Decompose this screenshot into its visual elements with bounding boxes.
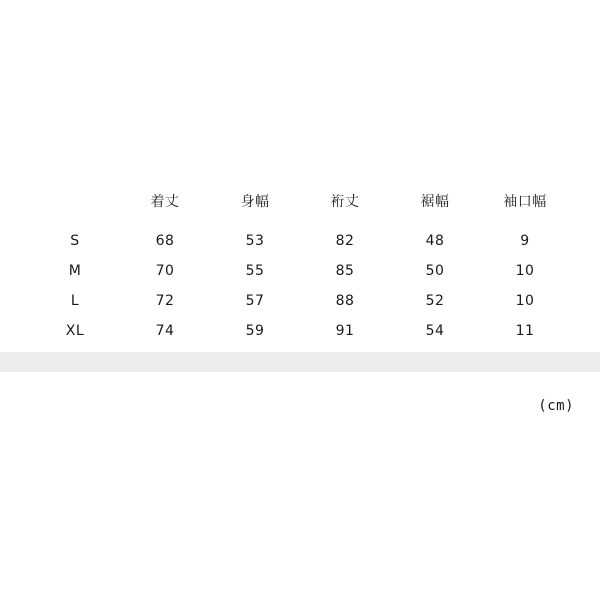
column-header-sleeve-length: 裄丈 — [330, 194, 360, 210]
cell-sleeve-length: 82 — [335, 233, 355, 249]
table-row — [30, 316, 570, 346]
size-chart-table — [30, 186, 570, 346]
cell-chest-width: 57 — [245, 293, 265, 309]
cell-hem-width: 54 — [425, 323, 445, 339]
table-row — [30, 256, 570, 286]
cell-chest-width: 53 — [245, 233, 265, 249]
cell-chest-width: 59 — [245, 323, 265, 339]
unit-note: (cm) — [538, 398, 574, 414]
cell-chest-width: 55 — [245, 263, 265, 279]
column-header-chest-width: 身幅 — [240, 194, 270, 210]
column-header-cuff-width: 袖口幅 — [503, 194, 547, 210]
table-body — [30, 226, 570, 346]
cell-cuff-width: 11 — [515, 323, 535, 339]
row-size-label: XL — [65, 323, 85, 339]
cell-sleeve-length: 88 — [335, 293, 355, 309]
row-size-label: S — [70, 233, 80, 249]
row-size-label: M — [68, 263, 82, 279]
column-header-hem-width: 裾幅 — [420, 194, 450, 210]
section-divider — [0, 352, 600, 372]
cell-hem-width: 52 — [425, 293, 445, 309]
column-header-length: 着丈 — [150, 194, 180, 210]
cell-cuff-width: 10 — [515, 263, 535, 279]
cell-cuff-width: 9 — [520, 233, 530, 249]
cell-hem-width: 50 — [425, 263, 445, 279]
cell-length: 74 — [155, 323, 175, 339]
table-header-row — [30, 186, 570, 226]
table-row — [30, 286, 570, 316]
cell-length: 72 — [155, 293, 175, 309]
cell-cuff-width: 10 — [515, 293, 535, 309]
cell-length: 68 — [155, 233, 175, 249]
cell-hem-width: 48 — [425, 233, 445, 249]
cell-sleeve-length: 91 — [335, 323, 355, 339]
cell-sleeve-length: 85 — [335, 263, 355, 279]
table-corner-cell — [30, 186, 120, 226]
cell-length: 70 — [155, 263, 175, 279]
table-row — [30, 226, 570, 256]
row-size-label: L — [70, 293, 80, 309]
table-header — [30, 186, 570, 226]
